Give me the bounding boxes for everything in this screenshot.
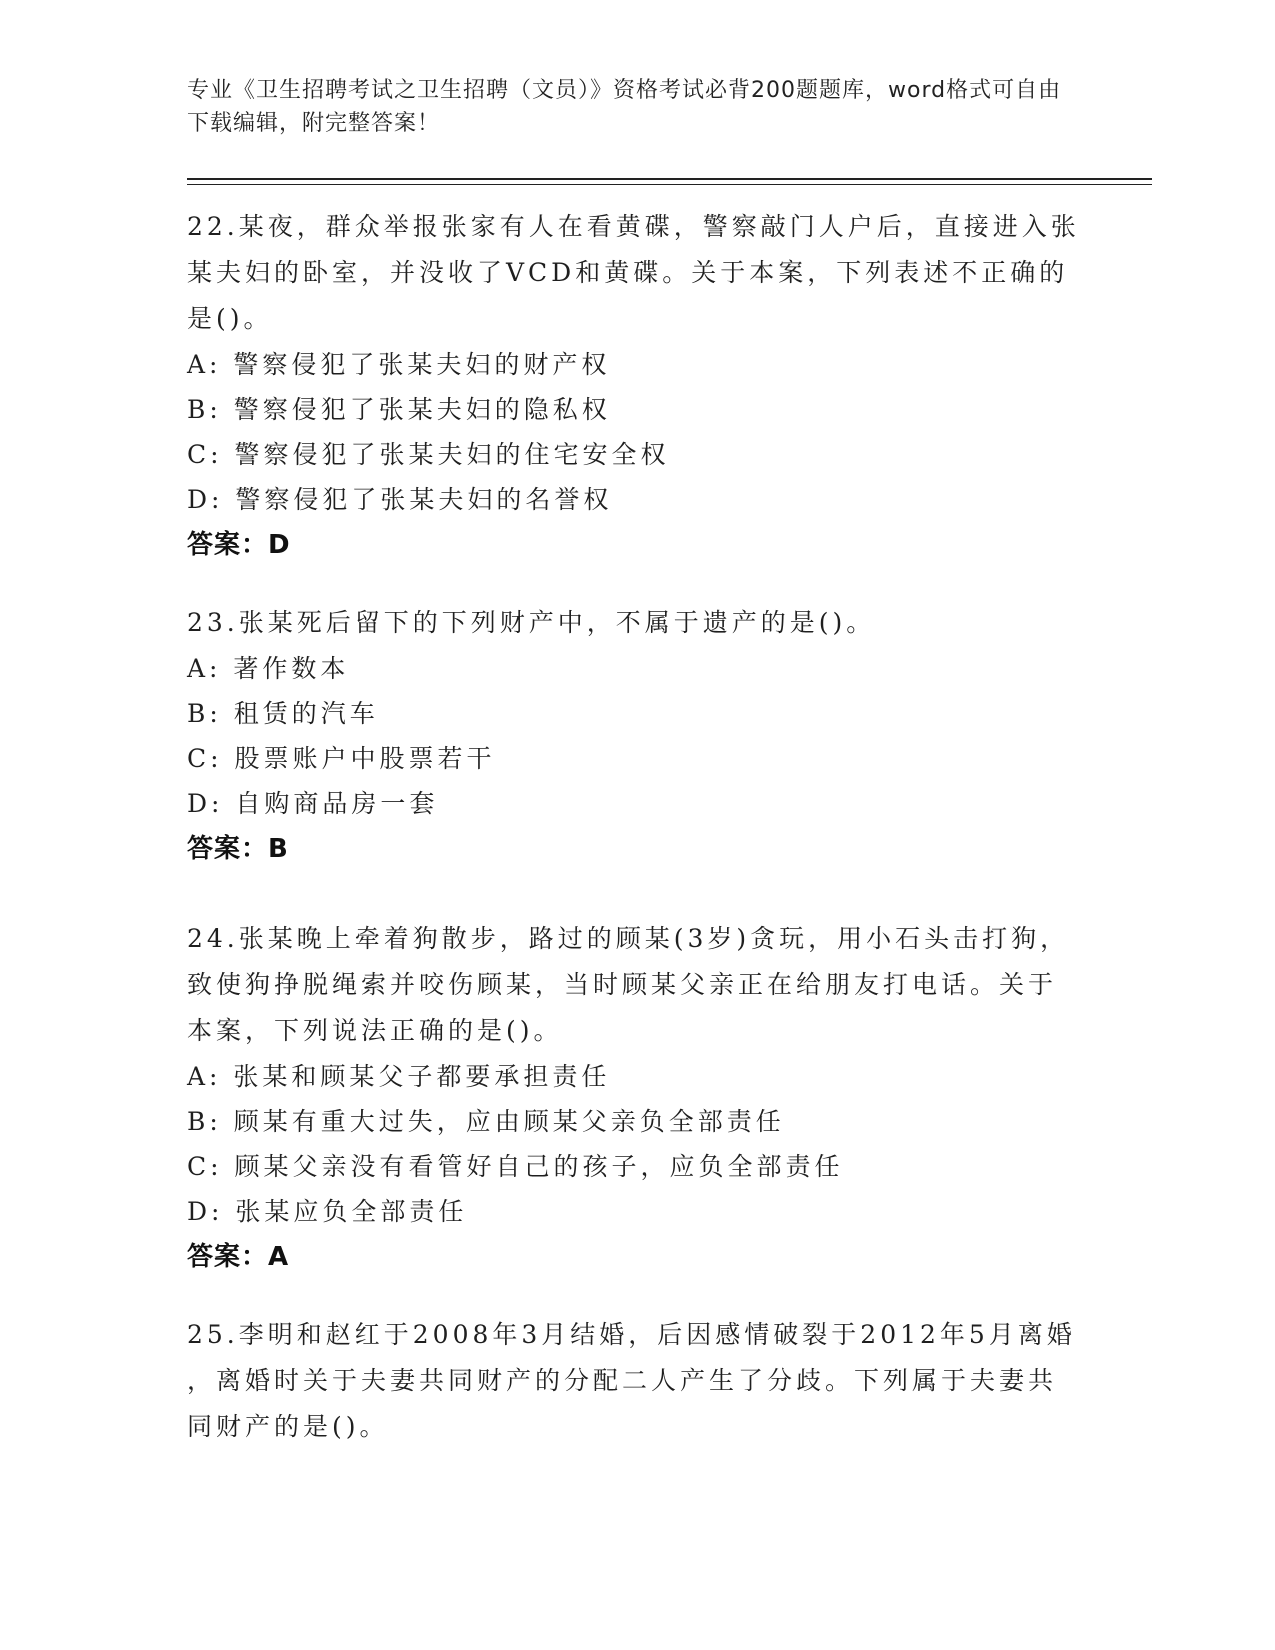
answer: 答案：B [187, 834, 289, 864]
header-rule-thin [187, 184, 1152, 185]
option-c: C: 顾某父亲没有看管好自己的孩子，应负全部责任 [187, 1152, 844, 1181]
option-a: A: 著作数本 [187, 654, 350, 683]
answer: 答案：D [187, 530, 291, 560]
option-b: B: 警察侵犯了张某夫妇的隐私权 [187, 395, 611, 424]
option-d: D: 警察侵犯了张某夫妇的名誉权 [187, 485, 613, 514]
option-c: C: 股票账户中股票若干 [187, 744, 496, 773]
question-24 [187, 916, 1087, 1280]
question-stem: 22.某夜，群众举报张家有人在看黄碟，警察敲门人户后，直接进入张 某夫妇的卧室，并没收了VCD和黄碟。关于本案，下列表述不正确的 是()。 [187, 212, 1080, 333]
option-a: A: 警察侵犯了张某夫妇的财产权 [187, 350, 611, 379]
option-d: D: 张某应负全部责任 [187, 1197, 468, 1226]
option-c: C: 警察侵犯了张某夫妇的住宅安全权 [187, 440, 670, 469]
question-25 [187, 1312, 1087, 1450]
option-d: D: 自购商品房一套 [187, 789, 439, 818]
option-b: B: 顾某有重大过失，应由顾某父亲负全部责任 [187, 1107, 785, 1136]
answer: 答案：A [187, 1242, 290, 1272]
question-23 [187, 600, 1087, 872]
question-stem: 24.张某晚上牵着狗散步，路过的顾某(3岁)贪玩，用小石头击打狗， 致使狗挣脱绳索并咬伤顾某，当时顾某父亲正在给朋友打电话。关于 本案，下列说法正确的是()。 [187, 924, 1070, 1045]
question-stem: 25.李明和赵红于2008年3月结婚，后因感情破裂于2012年5月离婚 ，离婚时关于夫妻共同财产的分配二人产生了分歧。下列属于夫妻共 同财产的是()。 [187, 1320, 1076, 1441]
option-b: B: 租赁的汽车 [187, 699, 379, 728]
question-stem: 23.张某死后留下的下列财产中，不属于遗产的是()。 [187, 608, 876, 637]
header-rule-thick [187, 178, 1152, 180]
page-header: 专业《卫生招聘考试之卫生招聘（文员）》资格考试必背200题题库，word格式可自由下载编辑，附完整答案！ [187, 78, 1062, 136]
option-a: A: 张某和顾某父子都要承担责任 [187, 1062, 611, 1091]
question-22 [187, 204, 1087, 568]
